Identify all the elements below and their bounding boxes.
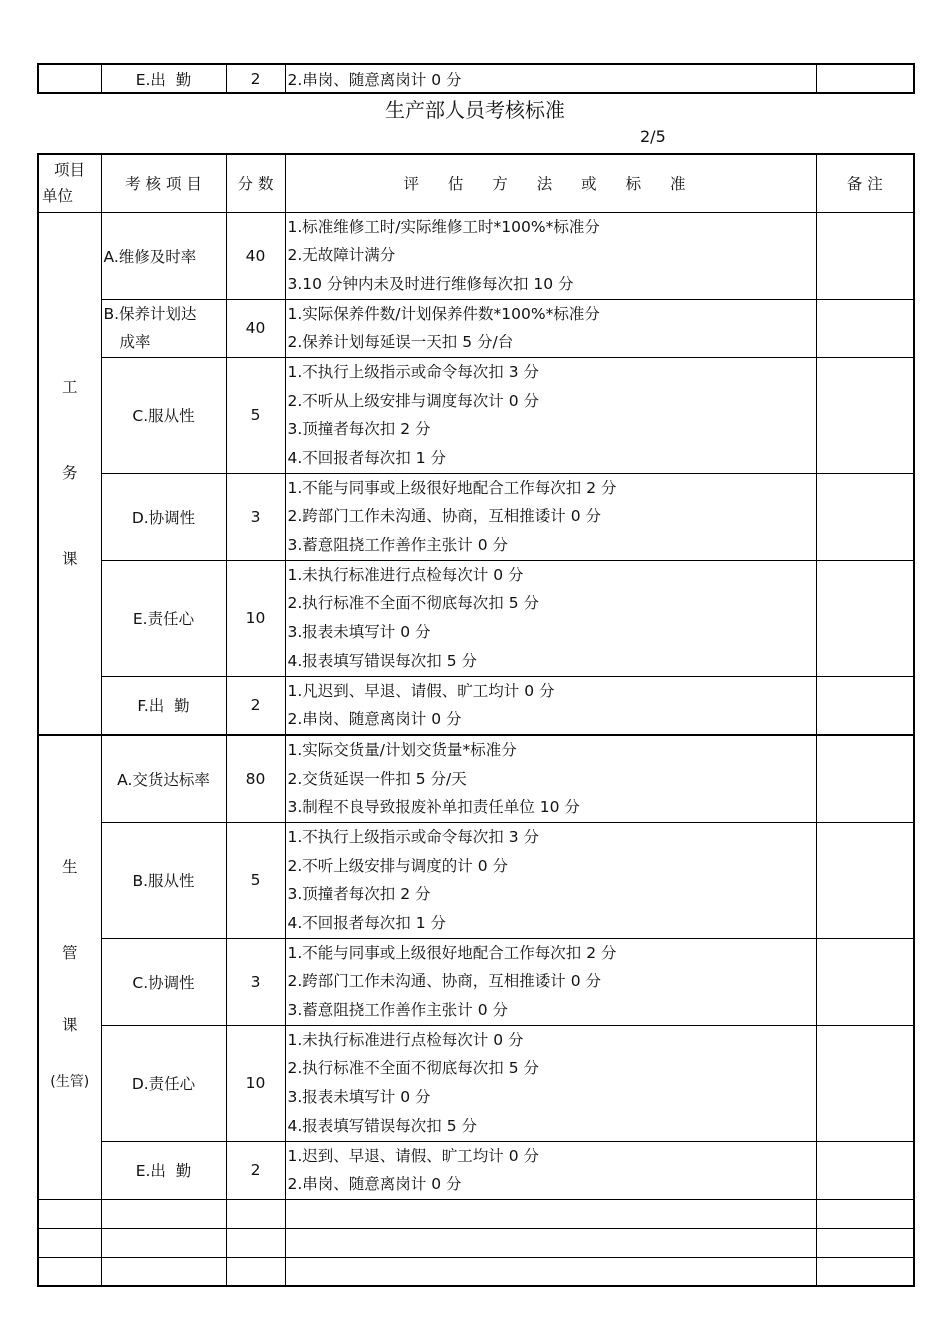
cont-unit-cell: [38, 64, 101, 93]
score-cell: 2: [226, 1141, 285, 1199]
table-row: [38, 473, 914, 560]
empty-row: [38, 1199, 914, 1228]
section2-unit: [38, 735, 101, 1200]
header-unit-line2: 单位: [42, 187, 74, 206]
criteria-line: 2.不听从上级安排与调度每次计 0 分: [287, 391, 540, 410]
score-cell: 5: [226, 822, 285, 938]
criteria-line: 1.凡迟到、早退、请假、旷工均计 0 分: [287, 681, 555, 700]
criteria-line: 2.交货延误一件扣 5 分/天: [287, 769, 467, 788]
criteria-cell: [285, 357, 816, 473]
item-cell: D.协调性: [101, 473, 226, 560]
score-cell: 10: [226, 1025, 285, 1141]
criteria-line: 1.不执行上级指示或命令每次扣 3 分: [287, 362, 540, 381]
score-cell: 80: [226, 735, 285, 823]
score-cell: 3: [226, 938, 285, 1025]
item-cell: E.责任心: [101, 560, 226, 676]
criteria-cell: [285, 212, 816, 299]
criteria-cell: [285, 473, 816, 560]
score-cell: 40: [226, 212, 285, 299]
criteria-line: 1.标准维修工时/实际维修工时*100%*标准分: [287, 217, 600, 236]
criteria-line: 1.实际保养件数/计划保养件数*100%*标准分: [287, 304, 600, 323]
cont-score: 2: [226, 64, 285, 93]
criteria-line: 3.顶撞者每次扣 2 分: [287, 885, 431, 904]
criteria-line: 2.不听上级安排与调度的计 0 分: [287, 856, 509, 875]
assessment-table: [37, 153, 915, 1287]
criteria-cell: [285, 676, 816, 735]
empty-row: [38, 1257, 914, 1286]
section2-unit-char: 课: [61, 1016, 78, 1035]
criteria-line: 3.顶撞者每次扣 2 分: [287, 420, 431, 439]
section2-unit-char: 管: [61, 944, 78, 963]
section2-unit-char: (生管): [50, 1074, 90, 1091]
remark-cell: [816, 676, 914, 735]
table-row: [38, 938, 914, 1025]
score-cell: 3: [226, 473, 285, 560]
item-cell: A.维修及时率: [101, 212, 226, 299]
header-criteria: 评 估 方 法 或 标 准: [285, 154, 816, 212]
table-row: [38, 676, 914, 735]
table-row: [38, 299, 914, 357]
criteria-line: 4.报表填写错误每次扣 5 分: [287, 1116, 478, 1135]
score-cell: 10: [226, 560, 285, 676]
header-row: [38, 154, 914, 212]
section1-unit: [38, 212, 101, 735]
criteria-line: 1.实际交货量/计划交货量*标准分: [287, 740, 517, 759]
score-cell: 2: [226, 676, 285, 735]
criteria-line: 4.不回报者每次扣 1 分: [287, 449, 447, 467]
remark-cell: [816, 473, 914, 560]
page-title: 生产部人员考核标准: [385, 98, 565, 122]
criteria-line: 1.未执行标准进行点检每次计 0 分: [287, 1030, 524, 1049]
header-remark: 备 注: [816, 154, 914, 212]
continuation-table: [37, 63, 915, 94]
criteria-line: 1.不能与同事或上级很好地配合工作每次扣 2 分: [287, 943, 617, 962]
remark-cell: [816, 938, 914, 1025]
table-row: [38, 822, 914, 938]
cont-criteria: 2.串岗、随意离岗计 0 分: [285, 64, 816, 93]
table-row: [38, 1141, 914, 1199]
remark-cell: [816, 1025, 914, 1141]
section1-unit-char: 课: [61, 550, 78, 569]
criteria-line: 3.10 分钟内未及时进行维修每次扣 10 分: [287, 274, 574, 293]
table-row: [38, 1025, 914, 1141]
remark-cell: [816, 212, 914, 299]
score-cell: 5: [226, 357, 285, 473]
score-cell: 40: [226, 299, 285, 357]
item-cell: C.服从性: [101, 357, 226, 473]
section1-unit-char: 务: [61, 464, 78, 483]
remark-cell: [816, 560, 914, 676]
empty-row: [38, 1228, 914, 1257]
table-row: [38, 357, 914, 473]
criteria-cell: [285, 1025, 816, 1141]
criteria-line: 3.制程不良导致报废补单扣责任单位 10 分: [287, 798, 580, 817]
item-line: B.保养计划达: [103, 304, 197, 323]
criteria-cell: [285, 735, 816, 823]
criteria-line: 2.保养计划每延误一天扣 5 分/台: [287, 333, 514, 352]
header-item: 考 核 项 目: [101, 154, 226, 212]
remark-cell: [816, 1141, 914, 1199]
section2-unit-char: 生: [61, 858, 78, 877]
item-cell: F.出 勤: [101, 676, 226, 735]
criteria-line: 4.报表填写错误每次扣 5 分: [287, 651, 478, 670]
table-row: [38, 735, 914, 823]
item-cell: A.交货达标率: [101, 735, 226, 823]
criteria-line: 1.未执行标准进行点检每次计 0 分: [287, 565, 524, 584]
criteria-cell: [285, 822, 816, 938]
criteria-line: 1.迟到、早退、请假、旷工均计 0 分: [287, 1146, 540, 1165]
remark-cell: [816, 735, 914, 823]
table-row: [38, 560, 914, 676]
criteria-line: 1.不能与同事或上级很好地配合工作每次扣 2 分: [287, 478, 617, 497]
item-cell: C.协调性: [101, 938, 226, 1025]
criteria-line: 3.蓄意阻挠工作善作主张计 0 分: [287, 1001, 509, 1020]
header-score: 分 数: [226, 154, 285, 212]
criteria-line: 2.执行标准不全面不彻底每次扣 5 分: [287, 594, 540, 613]
criteria-cell: [285, 299, 816, 357]
criteria-line: 2.跨部门工作未沟通、协商，互相推诿计 0 分: [287, 972, 602, 991]
item-line: 成率: [119, 333, 151, 352]
item-cell: [101, 299, 226, 357]
page-number: 2/5: [640, 127, 666, 146]
cont-item: E.出 勤: [101, 64, 226, 93]
criteria-line: 3.报表未填写计 0 分: [287, 623, 431, 642]
criteria-line: 2.执行标准不全面不彻底每次扣 5 分: [287, 1059, 540, 1078]
criteria-line: 2.串岗、随意离岗计 0 分: [287, 1175, 462, 1194]
table-row: [38, 212, 914, 299]
criteria-line: 2.跨部门工作未沟通、协商，互相推诿计 0 分: [287, 507, 602, 526]
remark-cell: [816, 822, 914, 938]
remark-cell: [816, 299, 914, 357]
criteria-cell: [285, 938, 816, 1025]
criteria-line: 2.串岗、随意离岗计 0 分: [287, 710, 462, 729]
criteria-cell: [285, 1141, 816, 1199]
header-unit-line1: 项目: [54, 161, 86, 180]
cont-remark: [816, 64, 914, 93]
item-cell: D.责任心: [101, 1025, 226, 1141]
criteria-line: 3.报表未填写计 0 分: [287, 1088, 431, 1107]
criteria-line: 2.无故障计满分: [287, 246, 396, 265]
header-unit: [38, 154, 101, 212]
remark-cell: [816, 357, 914, 473]
section1-unit-char: 工: [61, 378, 78, 397]
item-cell: E.出 勤: [101, 1141, 226, 1199]
criteria-line: 1.不执行上级指示或命令每次扣 3 分: [287, 827, 540, 846]
item-cell: B.服从性: [101, 822, 226, 938]
criteria-cell: [285, 560, 816, 676]
criteria-line: 4.不回报者每次扣 1 分: [287, 914, 447, 932]
criteria-line: 3.蓄意阻挠工作善作主张计 0 分: [287, 536, 509, 555]
